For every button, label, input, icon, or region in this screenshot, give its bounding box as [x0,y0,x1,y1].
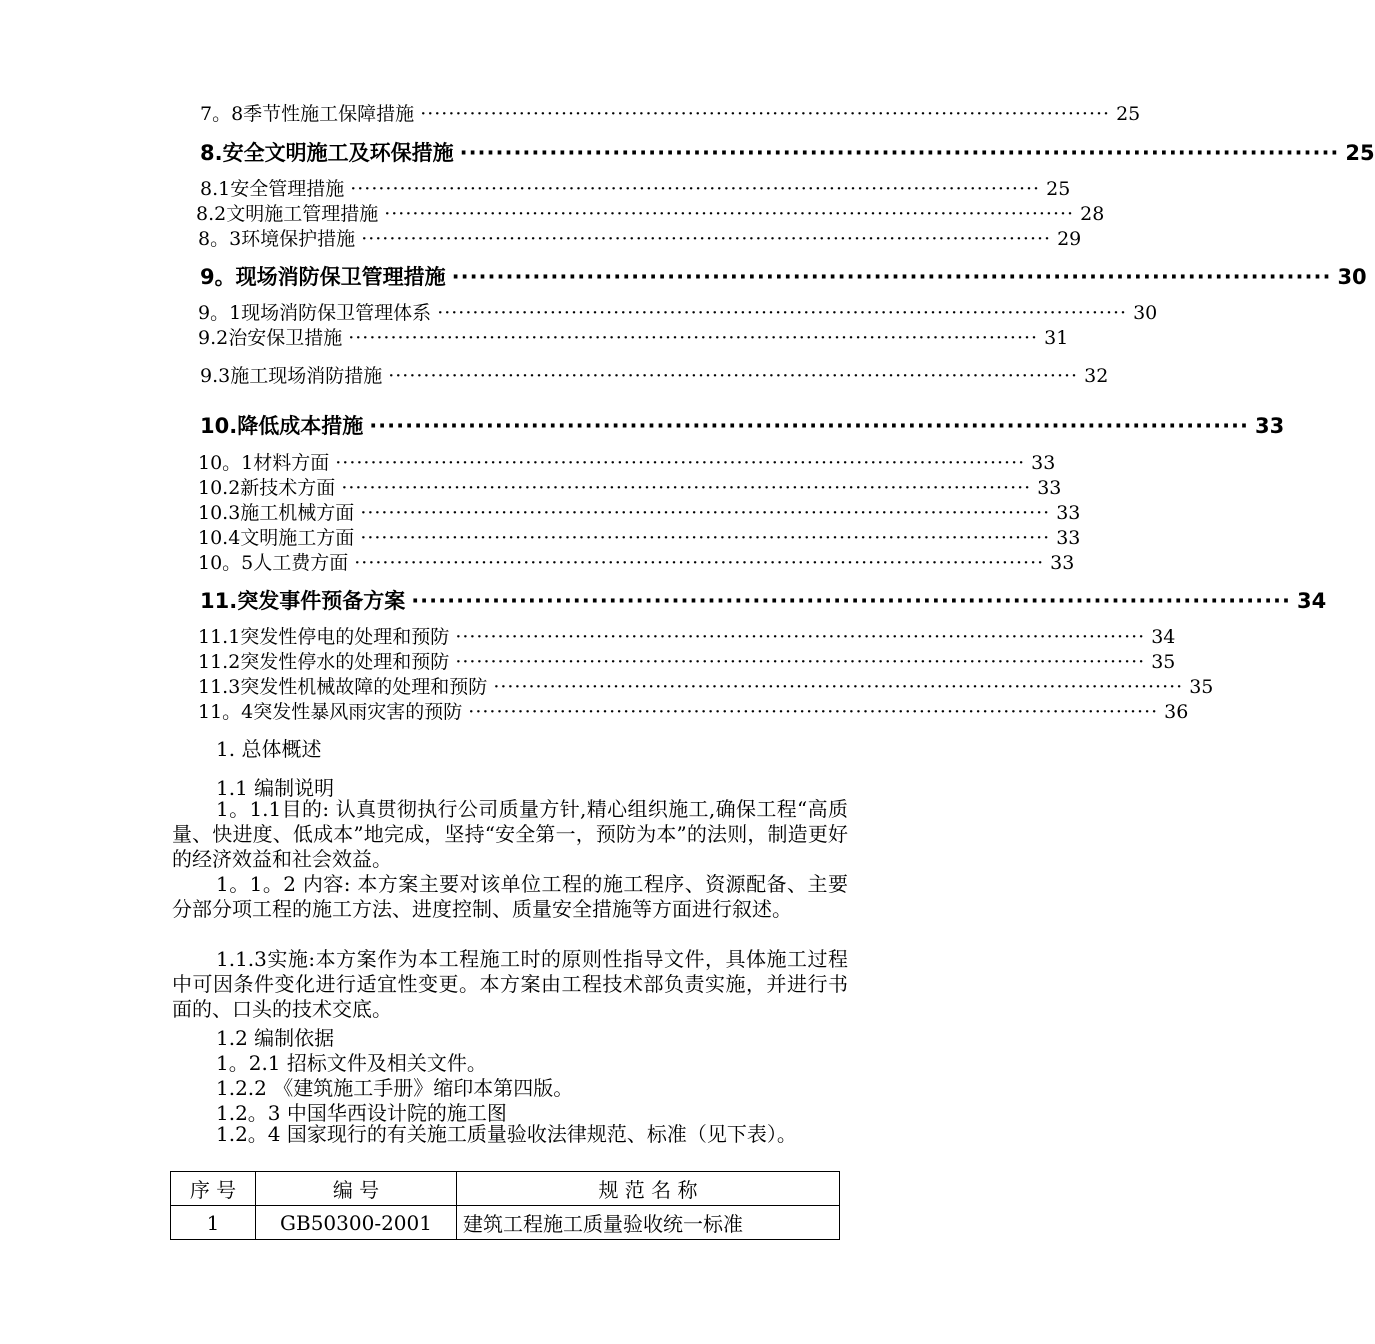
toc-leader: ·································································································· [360,527,1051,549]
toc-entry-title: 9。现场消防保卫管理措施 [200,265,446,289]
toc-entry-page: 25 [1345,141,1375,165]
toc-entry-page: 33 [1056,527,1081,549]
toc-leader: ·································································································· [361,228,1052,250]
toc-leader: ·································································································· [411,589,1292,613]
table-row [171,1206,840,1240]
list-item: 1。2.1 招标文件及相关文件。 [216,1051,487,1075]
toc-entry-page: 34 [1151,626,1176,648]
toc-entry-page: 29 [1057,228,1082,250]
toc-leader: ·································································································· [341,477,1032,499]
column-header-name: 规 范 名 称 [457,1172,840,1206]
toc-entry[interactable] [196,199,1105,226]
toc-entry-title: 8.安全文明施工及环保措施 [200,141,454,165]
paragraph: 1.2。4 国家现行的有关施工质量验收法律规范、标准（见下表）。 [216,1122,797,1146]
toc-entry[interactable] [198,448,1056,475]
toc-entry[interactable] [198,697,1189,724]
toc-entry-page: 25 [1046,178,1071,200]
toc-entry-page: 32 [1084,365,1109,387]
toc-entry-page: 33 [1050,552,1075,574]
toc-leader: ·································································································· [437,302,1128,324]
toc-chapter[interactable] [200,410,1285,440]
table-cell-name: 建筑工程施工质量验收统一标准 [457,1206,840,1240]
toc-leader: ·································································································· [348,327,1039,349]
toc-leader: ·································································································· [388,365,1079,387]
paragraph: 1。1。2 内容: 本方案主要对该单位工程的施工程序、资源配备、主要分部分项工程的施工方法、进度控制、质量安全措施等方面进行叙述。 [172,872,848,921]
column-header-index: 序 号 [171,1172,256,1206]
toc-entry-page: 33 [1037,477,1062,499]
toc-entry-title: 8.2文明施工管理措施 [196,203,379,225]
toc-entry[interactable] [198,224,1082,251]
toc-entry-page: 33 [1056,502,1081,524]
toc-entry[interactable] [198,523,1081,550]
toc-entry-title: 11.2突发性停水的处理和预防 [198,651,450,673]
toc-entry[interactable] [198,473,1062,500]
toc-leader: ·································································································· [493,676,1184,698]
list-item: 1.2.2 《建筑施工手册》缩印本第四版。 [216,1076,574,1100]
toc-chapter[interactable] [200,137,1375,167]
toc-entry[interactable] [198,622,1176,649]
toc-entry[interactable] [198,672,1214,699]
toc-leader: ·································································································· [451,265,1332,289]
toc-entry-page: 35 [1189,676,1214,698]
toc-entry-page: 34 [1297,589,1327,613]
toc-leader: ·································································································· [455,651,1146,673]
table-header-row [171,1172,840,1206]
toc-entry[interactable] [200,174,1071,201]
toc-leader: ·································································································· [360,502,1051,524]
toc-entry-page: 28 [1080,203,1105,225]
paragraph: 1。1.1目的: 认真贯彻执行公司质量方针,精心组织施工,确保工程“高质量、快进度、低成本”地完成，坚持“安全第一，预防为本”的法则，制造更好的经济效益和社会效益。 [172,797,848,871]
toc-leader: ·································································································· [354,552,1045,574]
toc-entry-title: 11.1突发性停电的处理和预防 [198,626,450,648]
toc-entry-title: 10。5人工费方面 [198,552,349,574]
section-heading: 1. 总体概述 [216,737,322,761]
toc-entry-title: 9.3施工现场消防措施 [200,365,383,387]
toc-entry-title: 7。8季节性施工保障措施 [200,103,415,125]
subsection-heading: 1.1 编制说明 [216,776,335,800]
toc-entry-title: 10.2新技术方面 [198,477,336,499]
toc-leader: ·································································································· [369,414,1250,438]
toc-leader: ·································································································· [384,203,1075,225]
toc-entry[interactable] [198,323,1069,350]
toc-entry-title: 8.1安全管理措施 [200,178,345,200]
toc-entry-page: 33 [1031,452,1056,474]
toc-chapter[interactable] [200,261,1367,291]
toc-entry-title: 8。3环境保护措施 [198,228,356,250]
toc-leader: ·································································································· [468,701,1159,723]
toc-entry-title: 9。1现场消防保卫管理体系 [198,302,432,324]
toc-entry-page: 36 [1164,701,1189,723]
toc-entry-title: 10.4文明施工方面 [198,527,355,549]
toc-entry-title: 10.3施工机械方面 [198,502,355,524]
toc-leader: ·································································································· [335,452,1026,474]
toc-chapter[interactable] [200,585,1327,615]
toc-entry-title: 11.3突发性机械故障的处理和预防 [198,676,488,698]
toc-entry-title: 11。4突发性暴风雨灾害的预防 [198,701,463,723]
table-cell-code: GB50300-2001 [256,1206,457,1240]
toc-entry[interactable] [198,647,1176,674]
column-header-code: 编 号 [256,1172,457,1206]
paragraph: 1.1.3实施:本方案作为本工程施工时的原则性指导文件，具体施工过程中可因条件变化进行适宜性变更。本方案由工程技术部负责实施，并进行书面的、口头的技术交底。 [172,947,848,1021]
toc-entry-title: 10.降低成本措施 [200,414,364,438]
toc-entry-page: 30 [1337,265,1367,289]
toc-leader: ·································································································· [455,626,1146,648]
toc-entry-title: 11.突发事件预备方案 [200,589,406,613]
toc-entry-page: 35 [1151,651,1176,673]
toc-leader: ·································································································· [459,141,1340,165]
toc-entry-title: 10。1材料方面 [198,452,330,474]
toc-entry-page: 30 [1133,302,1158,324]
toc-entry[interactable] [200,361,1109,388]
table-cell-index: 1 [171,1206,256,1240]
toc-entry[interactable] [200,99,1141,126]
subsection-heading: 1.2 编制依据 [216,1026,335,1050]
toc-leader: ·································································································· [350,178,1041,200]
toc-entry-page: 31 [1044,327,1069,349]
toc-entry-page: 25 [1116,103,1141,125]
toc-entry-title: 9.2治安保卫措施 [198,327,343,349]
standards-table [170,1171,840,1240]
toc-entry[interactable] [198,548,1075,575]
toc-entry[interactable] [198,498,1081,525]
toc-entry[interactable] [198,298,1158,325]
toc-leader: ·································································································· [420,103,1111,125]
list-item: 1.2。3 中国华西设计院的施工图 [216,1101,507,1125]
toc-entry-page: 33 [1255,414,1285,438]
